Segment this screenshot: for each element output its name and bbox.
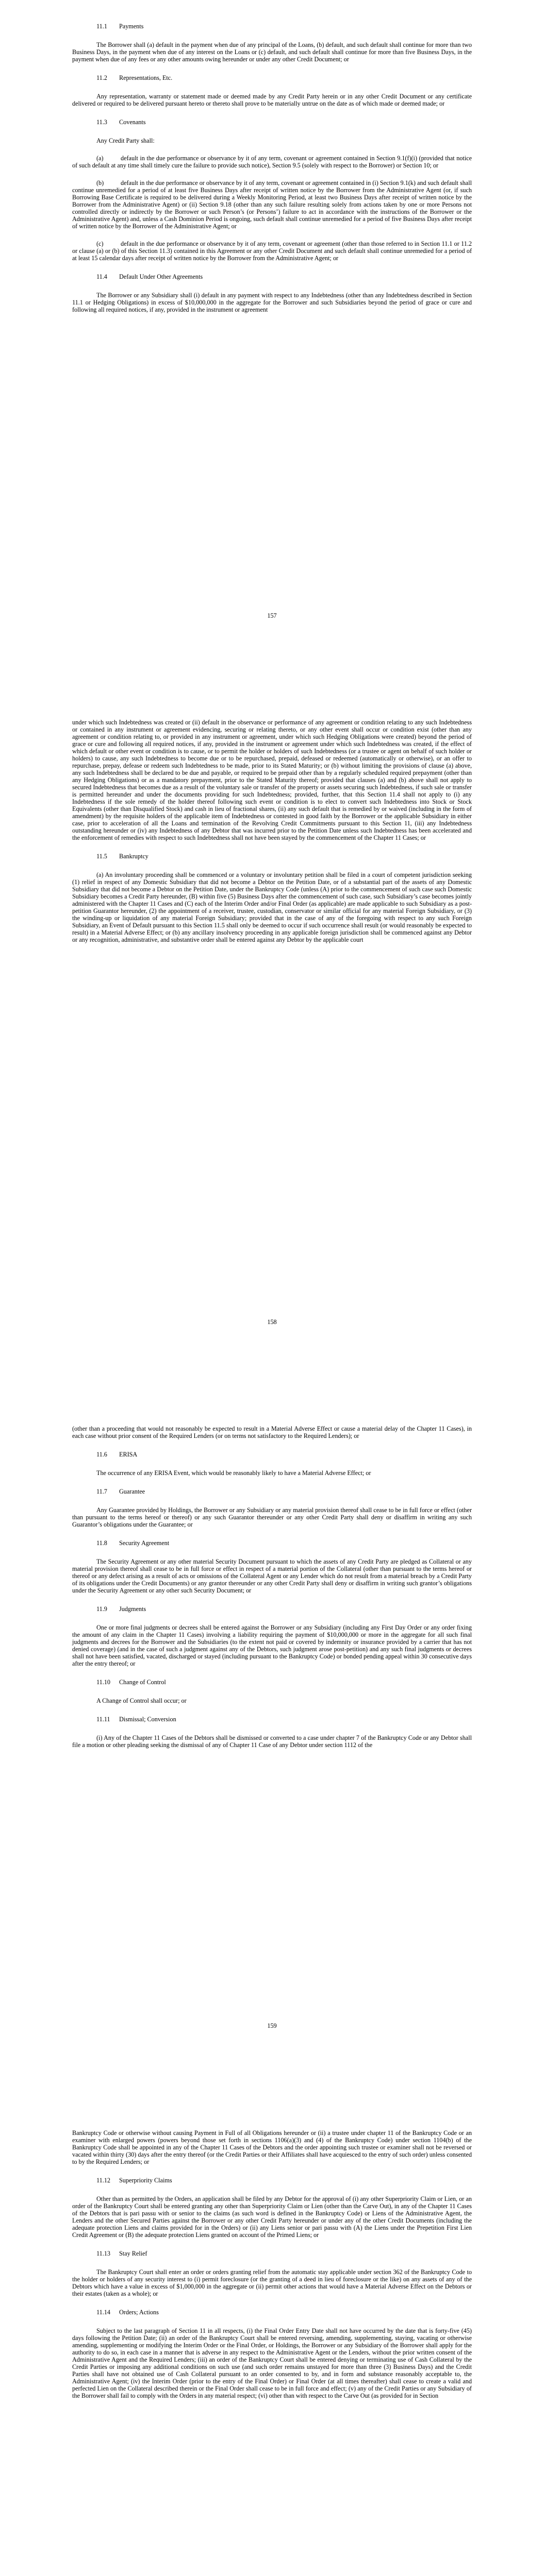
section-title: Superpriority Claims [119, 2177, 172, 2184]
section-title: Covenants [119, 118, 146, 126]
section-heading [96, 1488, 472, 1495]
clause-text: default in the due performance or observance by it of any term, covenant or agreement contained in Section 9.1(f)(i) (provided that notice of such default at any time shall timely cure the failure to provide such notice), Section 9.5 (solely with respect to the Borrower) or Section 10; or [72, 155, 472, 169]
section-number: 11.10 [96, 1679, 110, 1686]
page-content [72, 2129, 472, 2399]
section-number: 11.7 [96, 1488, 107, 1495]
section-number: 11.13 [96, 2250, 110, 2257]
section-number: 11.14 [96, 2309, 110, 2316]
section-number: 11.9 [96, 1605, 107, 1613]
section-number: 11.12 [96, 2177, 110, 2184]
section-heading [96, 273, 472, 280]
section-number: 11.6 [96, 1451, 107, 1458]
continued-paragraph: Bankruptcy Code or otherwise without causing Payment in Full of all Obligations hereunder or (ii) a trustee under chapter 11 of the Bankruptcy Code or an examiner with enlarged powers (powers beyond those set forth in sections 1106(a)(3) and (4) of the Bankruptcy Code) under section 1104(b) of the Bankruptcy Code shall be appointed in any of the Chapter 11 Cases of the Debtors and the order appointing such trustee or examiner shall not be reversed or vacated within thirty (30) days after the entry thereof (or the Credit Parties or their Affiliates shall have acquiesced to the entry of such order) unless consented to by the Required Lenders; or [72, 2129, 472, 2165]
paragraph: The Borrower shall (a) default in the payment when due of any principal of the Loans, (b) default, and such default shall continue for more than two Business Days, in the payment when due of any interest on the Loans or (c) default, and such default shall continue for more than five Business Days, in the payment when due of any fees or any other amounts owing hereunder or under any other Credit Document; or [72, 41, 472, 63]
section-number: 11.11 [96, 1716, 110, 1723]
section-title: Judgments [119, 1605, 146, 1613]
section-heading [96, 2250, 472, 2257]
section-number: 11.2 [96, 74, 107, 81]
section-title: ERISA [119, 1451, 138, 1458]
section-title: Payments [119, 23, 144, 30]
section-number: 11.8 [96, 1539, 107, 1547]
clause-label: (a) [96, 155, 104, 162]
page-number: 158 [267, 1318, 277, 1326]
clause-label: (b) [96, 179, 104, 187]
continued-paragraph: under which such Indebtedness was created or (ii) default in the observance or performance of any agreement or condition relating to any such Indebtedness or contained in any instrument or agreement evidencing, securing or relating thereto, or any other event shall occur or condition exist (other than any agreement or condition relating to, or provided in any instrument or agreement, under which such Hedging Obligations were created) beyond the period of grace or cure and following all required notices, if any, provided in the instrument or agreement under which such Indebtedness was created, if the effect of which default or other event or condition is to cause, or to permit the holder or holders of such Indebtedness (or a trustee or agent on behalf of such holder or holders) to cause, any such Indebtedness to become due or to be repurchased, prepaid, defeased or redeemed (automatically or otherwise), or an offer to repurchase, prepay, defease or redeem such Indebtedness to be made, prior to its Stated Maturity; or (b) without limiting the provisions of clause (a) above, any such Indebtedness shall be declared to be due and payable, or required to be prepaid other than by a regularly scheduled required prepayment (other than any Hedging Obligations) or as a mandatory prepayment, prior to the Stated Maturity thereof; provided that clauses (a) and (b) above shall not apply to secured Indebtedness that becomes due as a result of the voluntary sale or transfer of the property or assets securing such Indebtedness, if such sale or transfer is permitted hereunder and under the documents providing for such Indebtedness; provided, further, that this Section 11.4 shall not apply to (i) any Indebtedness if the sole remedy of the holder thereof following such event or condition is to elect to convert such Indebtedness into Stock or Stock Equivalents (other than Disqualified Stock) and cash in lieu of fractional shares, (ii) any such default that is remedied by or waived (including in the form of amendment) by the requisite holders of the applicable item of Indebtedness or contested in good faith by the Borrower or the applicable Subsidiary in either case, prior to acceleration of all the Loans and termination of the Revolving Credit Commitments pursuant to this Section 11, (iii) any Indebtedness outstanding hereunder or (iv) any Indebtedness of any Debtor that was incurred prior to the Petition Date unless such Indebtedness has been accelerated and the enforcement of remedies with respect to such Indebtedness shall not have been stayed by the commencement of the Chapter 11 Cases; or [72, 719, 472, 841]
section-title: Orders; Actions [119, 2309, 159, 2316]
clause-text: default in the due performance or observance by it of any term, covenant or agreement contained in (i) Section 9.1(k) and such default shall continue unremedied for a period of at least five Business Days after receipt of written notice by the Borrower from the Administrative Agent (or, if such Borrowing Base Certificate is required to be delivered during a Weekly Monitoring Period, at least two Business Days after receipt of written notice by the Borrower from the Administrative Agent) or (ii) Section 9.18 (other than any such failure resulting solely from actions taken by one or more Persons not controlled directly or indirectly by the Borrower or such Person’s (or Persons’) failure to act in accordance with the instructions of the Borrower or the Administrative Agent) and, unless a Cash Dominion Period is ongoing, such default shall continue unremedied for a period of five Business Days after receipt of written notice by the Borrower of the Administrative Agent; or [72, 179, 472, 230]
paragraph: Any representation, warranty or statement made or deemed made by any Credit Party herein or in any other Credit Document or any certificate delivered or required to be delivered pursuant hereto or thereto shall prove to be materially untrue on the date as of which made or deemed made; or [72, 93, 472, 107]
clause-item [72, 155, 472, 169]
section-number: 11.5 [96, 853, 107, 860]
clause-text: default in the due performance or observance by it of any term, covenant or agreement (other than those referred to in Section 11.1 or 11.2 or clause (a) or (b) of this Section 11.3) contained in this Agreement or any other Credit Document and such default shall continue unremedied for a period of at least 15 calendar days after receipt of written notice by the Borrower from the Administrative Agent; or [72, 240, 472, 262]
paragraph: (i) Any of the Chapter 11 Cases of the Debtors shall be dismissed or converted to a case under chapter 7 of the Bankruptcy Code or any Debtor shall file a motion or other pleading seeking the dismissal of any of Chapter 11 Case of any Debtor under section 1112 of the [72, 1734, 472, 1749]
section-heading [96, 1679, 472, 1686]
page-number: 157 [267, 612, 277, 619]
paragraph: The Borrower or any Subsidiary shall (i) default in any payment with respect to any Indebtedness (other than any Indebtedness described in Section 11.1 or Hedging Obligations) in excess of $10,000,000 in the aggregate for the Borrower and such Subsidiaries beyond the period of grace or cure and following all required notices, if any, provided in the instrument or agreement [72, 292, 472, 313]
section-title: Representations, Etc. [119, 74, 173, 81]
clause-label: (c) [96, 240, 104, 247]
section-heading [96, 1539, 472, 1547]
section-title: Stay Relief [119, 2250, 147, 2257]
page-content [72, 1425, 472, 1749]
section-title: Guarantee [119, 1488, 145, 1495]
clause-item [72, 240, 472, 262]
page-content [72, 719, 472, 943]
page [0, 2129, 544, 2410]
page [0, 11, 544, 324]
section-title: Bankruptcy [119, 853, 149, 860]
section-number: 11.3 [96, 118, 107, 126]
page-number: 159 [267, 2022, 277, 2029]
section-heading [96, 2177, 472, 2184]
section-heading [96, 853, 472, 860]
paragraph: The Security Agreement or any other material Security Document pursuant to which the assets of any Credit Party are pledged as Collateral or any material provision thereof shall cease to be in full force or effect in respect of a material portion of the Collateral (other than pursuant to the terms hereof or thereof or any defect arising as a result of acts or omissions of the Collateral Agent or any Lender which do not result from a material breach by a Credit Party of its obligations under the Credit Documents) or any grantor thereunder or any other Credit Party shall deny or disaffirm in writing such grantor’s obligations under the Security Agreement or any other such Security Document; or [72, 1558, 472, 1594]
continued-paragraph: (other than a proceeding that would not reasonably be expected to result in a Material Adverse Effect or cause a material delay of the Chapter 11 Cases), in each case without prior consent of the Required Lenders (or on terms not satisfactory to the Required Lenders); or [72, 1425, 472, 1439]
section-heading [96, 74, 472, 81]
section-heading [96, 1605, 472, 1613]
section-title: Default Under Other Agreements [119, 273, 203, 280]
page-content [72, 23, 472, 313]
section-number: 11.1 [96, 23, 107, 30]
section-heading [96, 1451, 472, 1458]
section-heading [96, 23, 472, 30]
section-heading [96, 2309, 472, 2316]
paragraph: The Bankruptcy Court shall enter an order or orders granting relief from the automatic stay applicable under section 362 of the Bankruptcy Code to the holder or holders of any security interest to (i) permit foreclosure (or the granting of a deed in lieu of foreclosure or the like) on any assets of any of the Debtors which have a value in excess of $1,000,000 in the aggregate or (ii) permit other actions that would have a Material Adverse Effect on the Debtors or their estates (taken as a whole); or [72, 2268, 472, 2297]
section-heading [96, 1716, 472, 1723]
clause-item [72, 179, 472, 230]
paragraph: One or more final judgments or decrees shall be entered against the Borrower or any Subsidiary (including any First Day Order or any order fixing the amount of any claim in the Chapter 11 Cases) involving a liability requiring the payment of $10,000,000 or more in the aggregate for all such final judgments and decrees for the Borrower and the Subsidiaries (to the extent not paid or covered by indemnity or insurance provided by a carrier that has not denied coverage) (and in the case of such a judgment against any of the Debtors, such judgment arose post-petition) and any such final judgments or decrees shall not have been satisfied, vacated, discharged or stayed (including pursuant to the Bankruptcy Code) or bonded pending appeal within 30 consecutive days after the entry thereof; or [72, 1624, 472, 1667]
page [0, 1425, 544, 1759]
lead-line: Any Credit Party shall: [96, 137, 155, 144]
section-heading [96, 118, 472, 126]
paragraph: Other than as permitted by the Orders, an application shall be filed by any Debtor for the approval of (i) any other Superpriority Claim or Lien, or an order of the Bankruptcy Court shall be entered granting any other than Superpriority Claim or Lien (other than the Carve Out), in any of the Chapter 11 Cases of the Debtors that is pari passu with or senior to the claims (as such word is defined in the Bankruptcy Code) or Liens of the Administrative Agent, the Lenders and the other Secured Parties against the Borrower or any other Credit Party hereunder or under any of the other Credit Documents (including the adequate protection Liens and claims provided for in the Orders) or (ii) any Liens senior or pari passu with (A) the Liens under the Prepetition First Lien Credit Agreement or (B) the adequate protection Liens granted on account of the Primed Liens; or [72, 2195, 472, 2239]
section-title: Dismissal; Conversion [119, 1716, 176, 1723]
paragraph: The occurrence of any ERISA Event, which would be reasonably likely to have a Material Adverse Effect; or [96, 1469, 371, 1477]
section-number: 11.4 [96, 273, 107, 280]
section-title: Change of Control [119, 1679, 166, 1686]
section-title: Security Agreement [119, 1539, 170, 1547]
paragraph: Any Guarantee provided by Holdings, the Borrower or any Subsidiary or any material provision thereof shall cease to be in full force or effect (other than pursuant to the terms hereof or thereof) or any such Guarantor thereunder or any other Credit Party shall deny or disaffirm in writing any such Guarantor’s obligations under the Guarantee; or [72, 1506, 472, 1528]
paragraph: Subject to the last paragraph of Section 11 in all respects, (i) the Final Order Entry Date shall not have occurred by the date that is forty-five (45) days following the Petition Date; (ii) an order of the Bankruptcy Court shall be entered reversing, amending, supplementing, staying, vacating or otherwise amending, supplementing or modifying the Interim Order or the Final Order, or Holdings, the Borrower or any Subsidiary of the Borrower shall apply for the authority to do so, in each case in a manner that is adverse in any respect to the Administrative Agent or the Lenders, without the prior written consent of the Administrative Agent and the Required Lenders; (iii) an order of the Bankruptcy Court shall be entered denying or terminating use of Cash Collateral by the Credit Parties or imposing any additional conditions on such use (and such order remains unstayed for more than three (3) Business Days) and the Credit Parties shall have not obtained use of Cash Collateral pursuant to an order consented to by, and in form and substance reasonably acceptable to, the Administrative Agent; (iv) the Interim Order (prior to the entry of the Final Order) or Final Order (at all times thereafter) shall cease to create a valid and perfected Lien on the Collateral described therein or the Final Order shall cease to be in full force and effect; (v) any of the Credit Parties or any Subsidiary of the Borrower shall fail to comply with the Orders in any material respect; (vi) other than with respect to the Carve Out (as provided for in Section [72, 2327, 472, 2399]
lead-line: A Change of Control shall occur; or [96, 1697, 187, 1704]
paragraph: (a) An involuntary proceeding shall be commenced or a voluntary or involuntary petition shall be filed in a court of competent jurisdiction seeking (1) relief in respect of any Domestic Subsidiary that did not become a Debtor on the Petition Date, or of a substantial part of the assets of any Domestic Subsidiary that did not become a Debtor on the Petition Date, under the Bankruptcy Code (unless (A) prior to the commencement of such case such Domestic Subsidiary becomes a Credit Party hereunder, (B) within five (5) Business Days after the commencement of such case, such Subsidiary’s case becomes jointly administered with the Chapter 11 Cases and (C) each of the Interim Order and/or Final Order (as applicable) are made applicable to such Subsidiary as a post-petition Guarantor hereunder, (2) the appointment of a receiver, trustee, custodian, conservator or similar official for any material Foreign Subsidiary, or (3) the winding-up or liquidation of any material Foreign Subsidiary; provided that in the case of any of the foregoing with respect to any such Foreign Subsidiary, an Event of Default pursuant to this Section 11.5 shall only be deemed to occur if such occurrence shall result (or would reasonably be expected to result) in a Material Adverse Effect; or (b) any ancillary insolvency proceeding in any applicable foreign jurisdiction shall be commenced against any Debtor or any recognition, administrative, and substantive order shall be entered against any Debtor by the applicable court [72, 871, 472, 943]
page [0, 719, 544, 954]
